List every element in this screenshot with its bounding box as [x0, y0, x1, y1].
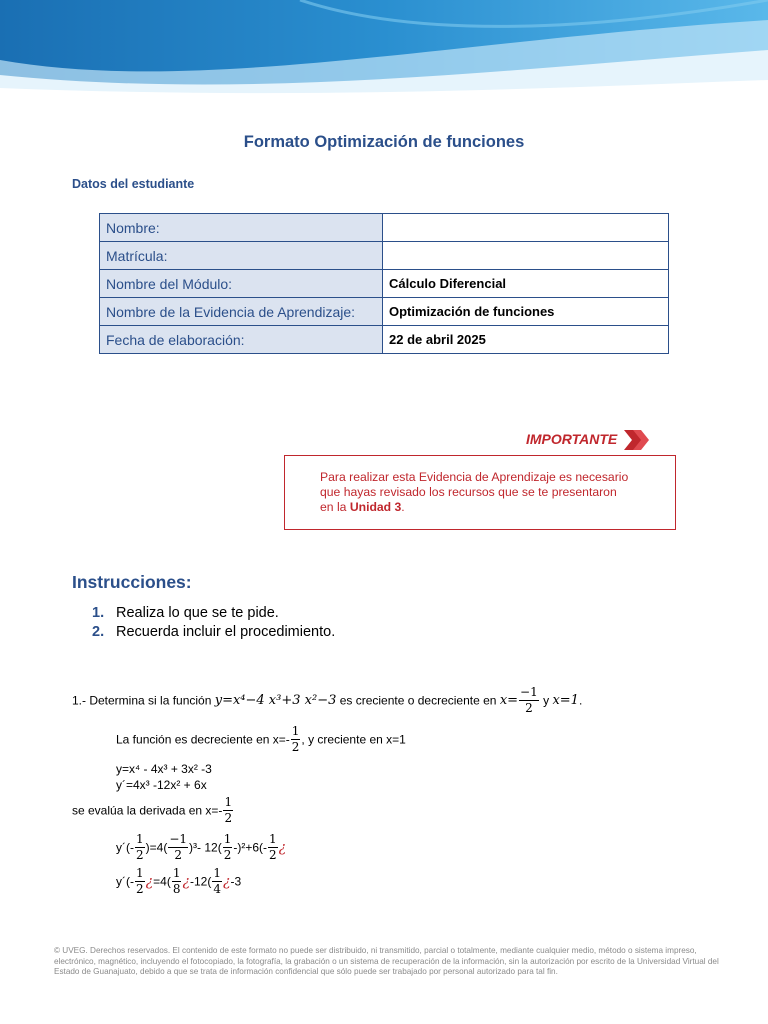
table-row: [100, 242, 669, 270]
row-value[interactable]: Cálculo Diferencial: [383, 270, 669, 298]
list-item: 1. Realiza lo que se te pide.: [92, 605, 279, 621]
evaluation-step-2: y´(- $\frac{1}{2}$ ¿=4( $\frac{1}{8}$ ¿-12( $\frac{1}{4}$ ¿-3: [116, 866, 242, 896]
evaluation-statement: se evalúa la derivada en x=- $\frac{1}{2}$: [72, 795, 233, 825]
row-label: Nombre del Módulo:: [100, 270, 383, 298]
important-label: IMPORTANTE: [526, 431, 618, 447]
list-item: 2. Recuerda incluir el procedimiento.: [92, 624, 336, 640]
table-row: [100, 326, 669, 354]
function-expression: y=x⁴−4 x³+3 x²−3: [214, 693, 337, 708]
copyright-footer: © UVEG. Derechos reservados. El contenido de este formato no puede ser distribuido, ni transmitido, parcial o totalmente, mediante cualquier medio, método o sistema impreso, electrónico, magnético, incluyendo el fotocopiado, la fotografía, la grabación o un sistema de recuperación de la información, sin la autorización por escrito de la Universidad Virtual del Estado de Guanajuato, debido a que se trata de información confidencial que sólo puede ser trabajado por personal autorizado para tal fin.: [54, 946, 719, 976]
function-line: y=x⁴ - 4x³ + 3x² -3: [116, 762, 212, 776]
double-arrow-icon: [622, 427, 652, 458]
important-notice-box: [284, 455, 676, 530]
row-label: Nombre:: [100, 214, 383, 242]
evaluation-step-1: y´(- $\frac{1}{2}$ )=4( $\frac{-1}{2}$ )³- 12( $\frac{1}{2}$ -)²+6(- $\frac{1}{2}$ ¿: [116, 832, 287, 862]
student-section-heading: Datos del estudiante: [72, 177, 195, 191]
important-notice-text: Para realizar esta Evidencia de Aprendizaje es necesario que hayas revisado los recursos que se te presentaron en la Unidad 3.: [320, 470, 629, 514]
exercise-question: 1.- Determina si la función y=x⁴−4 x³+3 x²−3 es creciente o decreciente en x= $\frac{-1}{2}$ y x=1.: [72, 685, 583, 715]
table-row: [100, 214, 669, 242]
header-banner: [0, 0, 768, 100]
row-value[interactable]: [383, 214, 669, 242]
row-value[interactable]: Optimización de funciones: [383, 298, 669, 326]
page-title: Formato Optimización de funciones: [243, 133, 525, 151]
table-row: [100, 270, 669, 298]
row-value[interactable]: [383, 242, 669, 270]
row-label: Nombre de la Evidencia de Aprendizaje:: [100, 298, 383, 326]
answer-statement: La función es decreciente en x=- $\frac{1}{2}$ , y creciente en x=1: [116, 724, 406, 754]
table-row: [100, 298, 669, 326]
unit-reference: Unidad 3: [349, 500, 402, 514]
derivative-line: y´=4x³ -12x² + 6x: [116, 778, 207, 792]
student-data-table: [99, 213, 669, 354]
instructions-heading: Instrucciones:: [72, 572, 192, 592]
row-label: Fecha de elaboración:: [100, 326, 383, 354]
row-value[interactable]: 22 de abril 2025: [383, 326, 669, 354]
row-label: Matrícula:: [100, 242, 383, 270]
instructions-list: [92, 604, 335, 642]
